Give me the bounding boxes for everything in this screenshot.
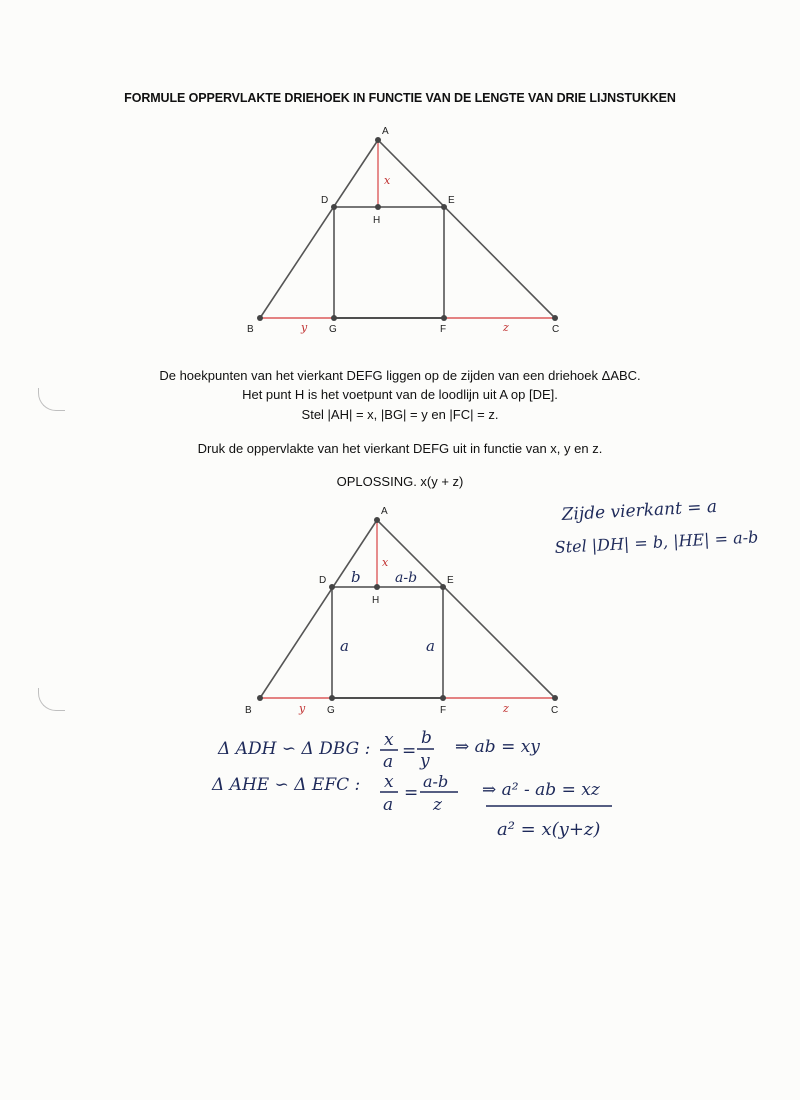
label-G: G <box>327 705 335 716</box>
result-2: ⇒ a² - ab = xz <box>482 780 600 800</box>
label-F: F <box>440 705 447 716</box>
var-y: y <box>301 321 308 334</box>
label-E: E <box>448 195 455 206</box>
var-z: z <box>503 321 509 334</box>
frac1-den-left: a <box>383 752 394 772</box>
problem-line-3: Stel |AH| = x, |BG| = y en |FC| = z. <box>301 407 499 422</box>
label-H: H <box>373 215 381 226</box>
label-A: A <box>382 126 389 137</box>
frac2-num-left: x <box>384 772 394 792</box>
label-B: B <box>245 705 252 716</box>
var-x: x <box>382 556 389 569</box>
label-D: D <box>321 195 329 206</box>
label-A: A <box>381 506 388 517</box>
note-stel: Stel |DH| = b, |HE| = a-b <box>554 527 759 557</box>
label-C: C <box>551 705 559 716</box>
problem-line-2: Het punt H is het voetpunt van de loodlijn uit A op [DE]. <box>242 387 558 402</box>
frac1-equals: = <box>402 741 417 761</box>
problem-question: Druk de oppervlakte van het vierkant DEFG uit in functie van x, y en z. <box>197 441 603 456</box>
var-x: x <box>384 174 391 187</box>
hw-label-side-left: a <box>340 637 349 655</box>
frac1-num-left: x <box>384 730 394 750</box>
label-B: B <box>247 324 254 335</box>
frac2-den-right: z <box>433 795 442 815</box>
var-y: y <box>299 702 306 715</box>
hw-label-DH: b <box>351 568 361 586</box>
frac2-equals: = <box>404 783 419 803</box>
final-result: a² = x(y+z) <box>497 819 601 840</box>
frac1-den-right: y <box>420 751 430 771</box>
label-C: C <box>552 324 560 335</box>
var-z: z <box>503 702 509 715</box>
frac2-num-right: a-b <box>423 772 449 791</box>
hw-label-HE: a-b <box>395 570 418 586</box>
result-1: ⇒ ab = xy <box>455 737 540 757</box>
similarity-2: Δ AHE ∽ Δ EFC : <box>212 775 361 795</box>
label-D: D <box>319 575 327 586</box>
frac2-den-left: a <box>383 795 394 815</box>
note-side: Zijde vierkant = a <box>561 496 718 525</box>
similarity-1: Δ ADH ∽ Δ DBG : <box>218 739 371 759</box>
page-title: FORMULE OPPERVLAKTE DRIEHOEK IN FUNCTIE VAN DE LENGTE VAN DRIE LIJNSTUKKEN <box>124 91 676 105</box>
frac1-num-right: b <box>421 728 432 748</box>
label-F: F <box>440 324 447 335</box>
label-G: G <box>329 324 337 335</box>
problem-line-1: De hoekpunten van het vierkant DEFG liggen op de zijden van een driehoek ΔABC. <box>159 368 641 383</box>
solution-line: OPLOSSING. x(y + z) <box>336 474 464 489</box>
label-H: H <box>372 595 380 606</box>
hw-label-side-right: a <box>426 637 435 655</box>
label-E: E <box>447 575 454 586</box>
